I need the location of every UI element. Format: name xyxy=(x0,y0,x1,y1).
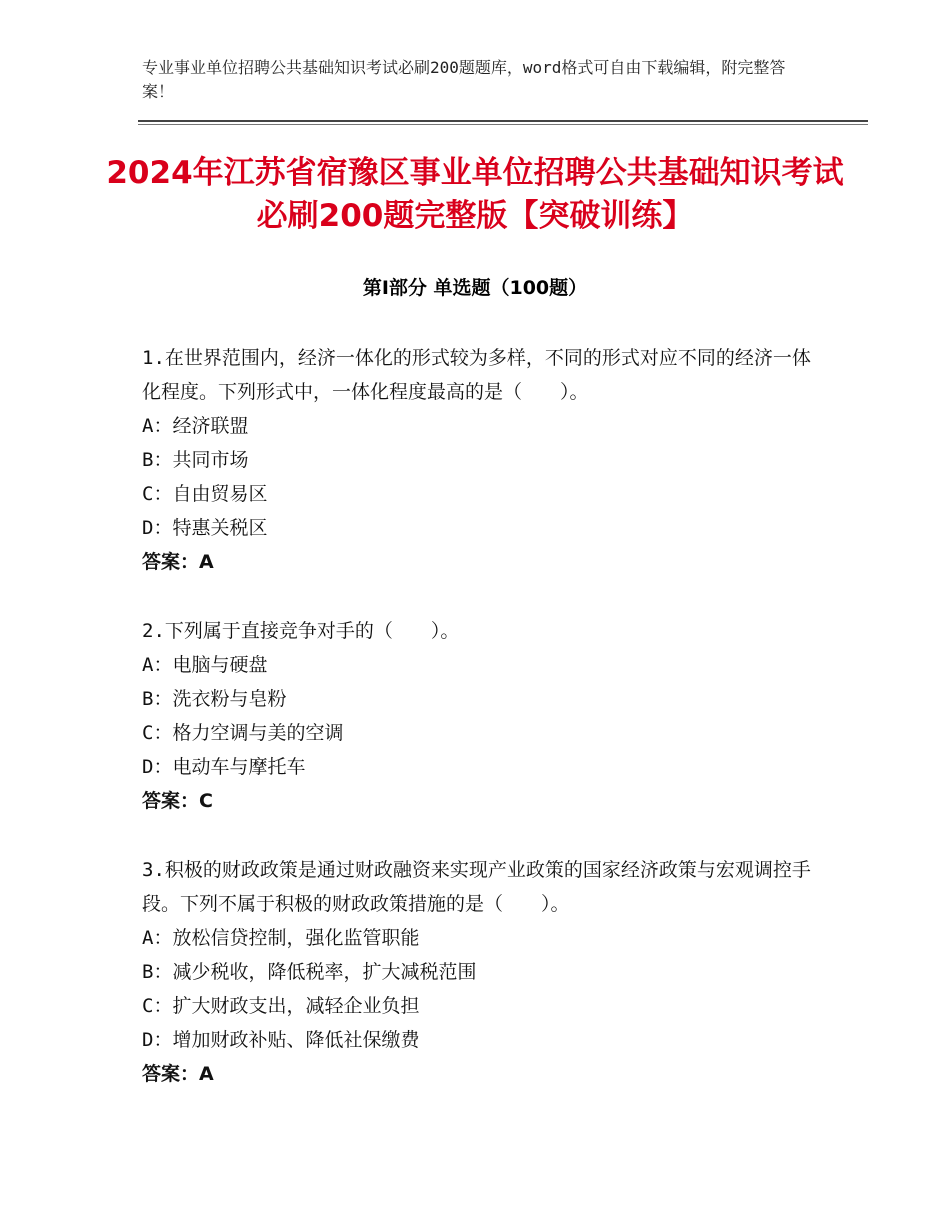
question-3 xyxy=(142,853,822,1091)
header-note: 专业事业单位招聘公共基础知识考试必刷200题题库，word格式可自由下载编辑，附完整答案！ xyxy=(142,58,786,101)
question-stem: 3.积极的财政政策是通过财政融资来实现产业政策的国家经济政策与宏观调控手段。下列不属于积极的财政政策措施的是（ ）。 xyxy=(142,859,811,915)
header-rule xyxy=(138,120,868,122)
question-stem: 2.下列属于直接竞争对手的（ ）。 xyxy=(142,620,460,642)
option-b: B：洗衣粉与皂粉 xyxy=(142,688,287,710)
document-title: 2024年江苏省宿豫区事业单位招聘公共基础知识考试必刷200题完整版【突破训练】 xyxy=(106,155,844,234)
option-b: B：共同市场 xyxy=(142,449,249,471)
option-d: D：电动车与摩托车 xyxy=(142,756,306,778)
option-c: C：格力空调与美的空调 xyxy=(142,722,344,744)
option-a: A：经济联盟 xyxy=(142,415,249,437)
question-2 xyxy=(142,614,822,818)
option-c: C：自由贸易区 xyxy=(142,483,268,505)
header-rule-thin xyxy=(138,124,868,125)
option-c: C：扩大财政支出，减轻企业负担 xyxy=(142,995,420,1017)
answer: 答案：C xyxy=(142,790,213,812)
answer: 答案：A xyxy=(142,1063,214,1085)
option-b: B：减少税收，降低税率，扩大减税范围 xyxy=(142,961,477,983)
option-d: D：特惠关税区 xyxy=(142,517,268,539)
answer: 答案：A xyxy=(142,551,214,573)
option-a: A：电脑与硬盘 xyxy=(142,654,268,676)
option-d: D：增加财政补贴、降低社保缴费 xyxy=(142,1029,420,1051)
section-heading: 第Ⅰ部分 单选题（100题） xyxy=(362,277,588,299)
question-stem: 1.在世界范围内，经济一体化的形式较为多样，不同的形式对应不同的经济一体化程度。下列形式中，一体化程度最高的是（ ）。 xyxy=(142,347,811,403)
question-1 xyxy=(142,341,822,579)
option-a: A：放松信贷控制，强化监管职能 xyxy=(142,927,420,949)
